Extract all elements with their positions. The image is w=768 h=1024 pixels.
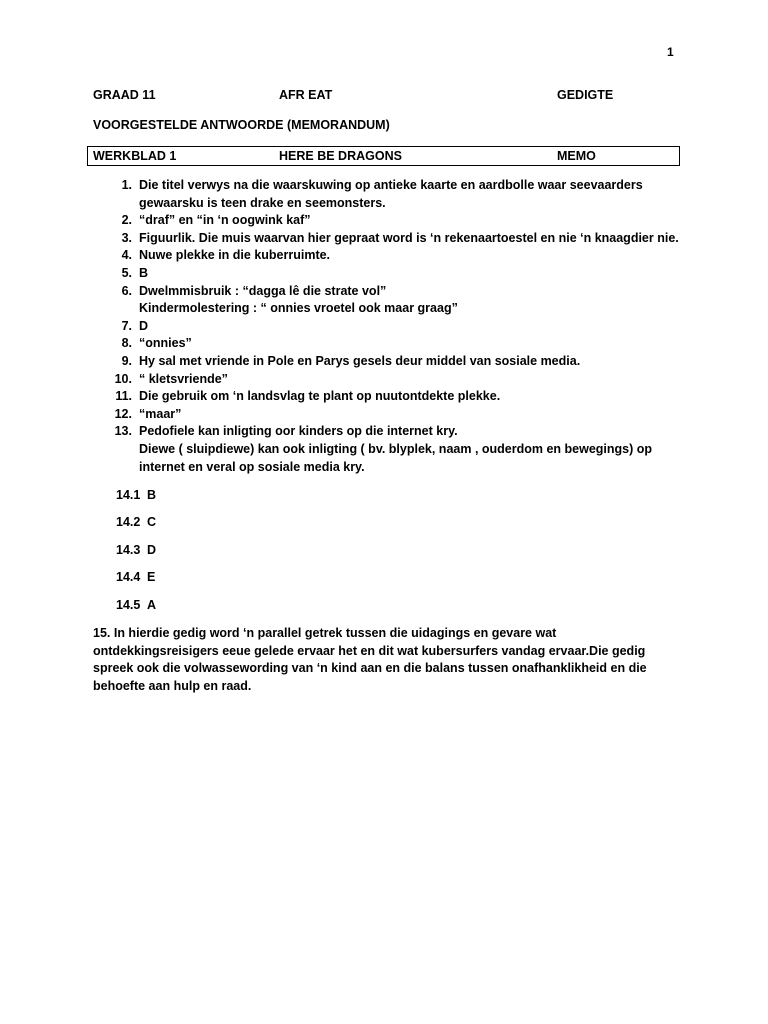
- answer-number: 2.: [121, 213, 132, 228]
- sub-answer-item: [116, 513, 156, 540]
- answer-text: Pedofiele kan inligting oor kinders op die internet kry.: [139, 424, 458, 439]
- answer-text: “onnies”: [139, 336, 192, 351]
- grade-label: GRAAD 11: [93, 88, 156, 102]
- answer-number: 4.: [121, 248, 132, 263]
- answer-text: Die titel verwys na die waarskuwing op antieke kaarte en aardbolle waar seevaarders gewaarsku is teen drake en seemonsters.: [139, 178, 643, 210]
- sub-answer-number: 14.4: [116, 570, 141, 585]
- poem-title: HERE BE DRAGONS: [279, 149, 402, 163]
- sub-answer-value: C: [147, 515, 157, 530]
- answer-text: Hy sal met vriende in Pole en Parys gesels deur middel van sosiale media.: [139, 353, 581, 368]
- answer-number: 10.: [114, 371, 132, 386]
- answer-item: [0, 283, 768, 318]
- memo-label: MEMO: [557, 149, 596, 163]
- answer-text: B: [139, 265, 149, 280]
- answer-text-continued: Kindermolestering : “ onnies vroetel ook maar graag”: [139, 301, 458, 316]
- page-number: 1: [667, 45, 674, 59]
- answer-text: D: [139, 318, 149, 333]
- header-row: [93, 88, 683, 106]
- answer-number: 7.: [121, 318, 132, 333]
- answer-item: [0, 177, 768, 212]
- answer-item: [0, 247, 768, 265]
- answer-number: 8.: [121, 336, 132, 351]
- answer-text: Dwelmmisbruik : “dagga lê die strate vol”: [139, 283, 387, 298]
- answer-item: [0, 353, 768, 371]
- sub-answer-number: 14.5: [116, 597, 141, 612]
- answer-item: [0, 335, 768, 353]
- sub-answer-list: [116, 486, 156, 623]
- sub-answer-number: 14.1: [116, 488, 141, 502]
- sub-answer-number: 14.3: [116, 542, 141, 557]
- subject-label: AFR EAT: [279, 88, 333, 102]
- worksheet-label: WERKBLAD 1: [93, 149, 177, 163]
- sub-answer-value: D: [147, 542, 157, 557]
- answer-item: [0, 318, 768, 336]
- answer-number: 11.: [115, 389, 132, 404]
- answer-item: [0, 388, 768, 406]
- sub-answer-value: B: [147, 488, 157, 502]
- answer-number: 1.: [121, 178, 132, 192]
- answer-text: Die gebruik om ‘n landsvlag te plant op nuutontdekte plekke.: [139, 389, 501, 404]
- answer-number: 13.: [114, 424, 132, 439]
- answer-item: [0, 230, 768, 248]
- answer-text-continued: Diewe ( sluipdiewe) kan ook inligting ( bv. blyplek, naam , ouderdom en bewegings) op internet en veral op sosiale media kry.: [139, 441, 653, 474]
- answer-text: Figuurlik. Die muis waarvan hier gepraat word is ‘n rekenaartoestel en nie ‘n knaagdier nie.: [139, 230, 679, 245]
- answer-number: 3.: [121, 230, 132, 245]
- answer-number: 9.: [121, 353, 132, 368]
- sub-answer-number: 14.2: [116, 515, 141, 530]
- document-subtitle: VOORGESTELDE ANTWOORDE (MEMORANDUM): [93, 118, 390, 132]
- answer-item: [0, 265, 768, 283]
- sub-answer-value: A: [147, 597, 157, 612]
- answer-text: “draf” en “in ‘n oogwink kaf”: [139, 213, 311, 228]
- answer-item: [0, 371, 768, 389]
- worksheet-box: [87, 146, 680, 166]
- answer-text: “maar”: [139, 406, 182, 421]
- topic-label: GEDIGTE: [557, 88, 614, 102]
- sub-answer-item: [116, 568, 156, 595]
- answer-15-paragraph: 15. In hierdie gedig word ‘n parallel getrek tussen die uidagings en gevare wat ontdekkingsreisigers eeue gelede ervaar het en dit wat kubersurfers vandag ervaar.Die gedig spreek ook die volwassewording van ‘n kind aan en die balans tussen onafhanklikheid en die behoefte aan hulp en raad.: [93, 626, 647, 693]
- answer-list: [0, 177, 768, 476]
- answer-number: 6.: [121, 283, 132, 298]
- answer-item: [0, 406, 768, 424]
- sub-answer-item: [116, 541, 156, 568]
- answer-item: [0, 423, 768, 476]
- sub-answer-item: [116, 486, 156, 513]
- answer-number: 5.: [121, 265, 132, 280]
- answer-item: [0, 212, 768, 230]
- answer-text: “ kletsvriende”: [139, 371, 228, 386]
- answer-text: Nuwe plekke in die kuberruimte.: [139, 248, 331, 263]
- sub-answer-item: [116, 596, 156, 623]
- answer-number: 12.: [114, 406, 132, 421]
- sub-answer-value: E: [147, 570, 156, 585]
